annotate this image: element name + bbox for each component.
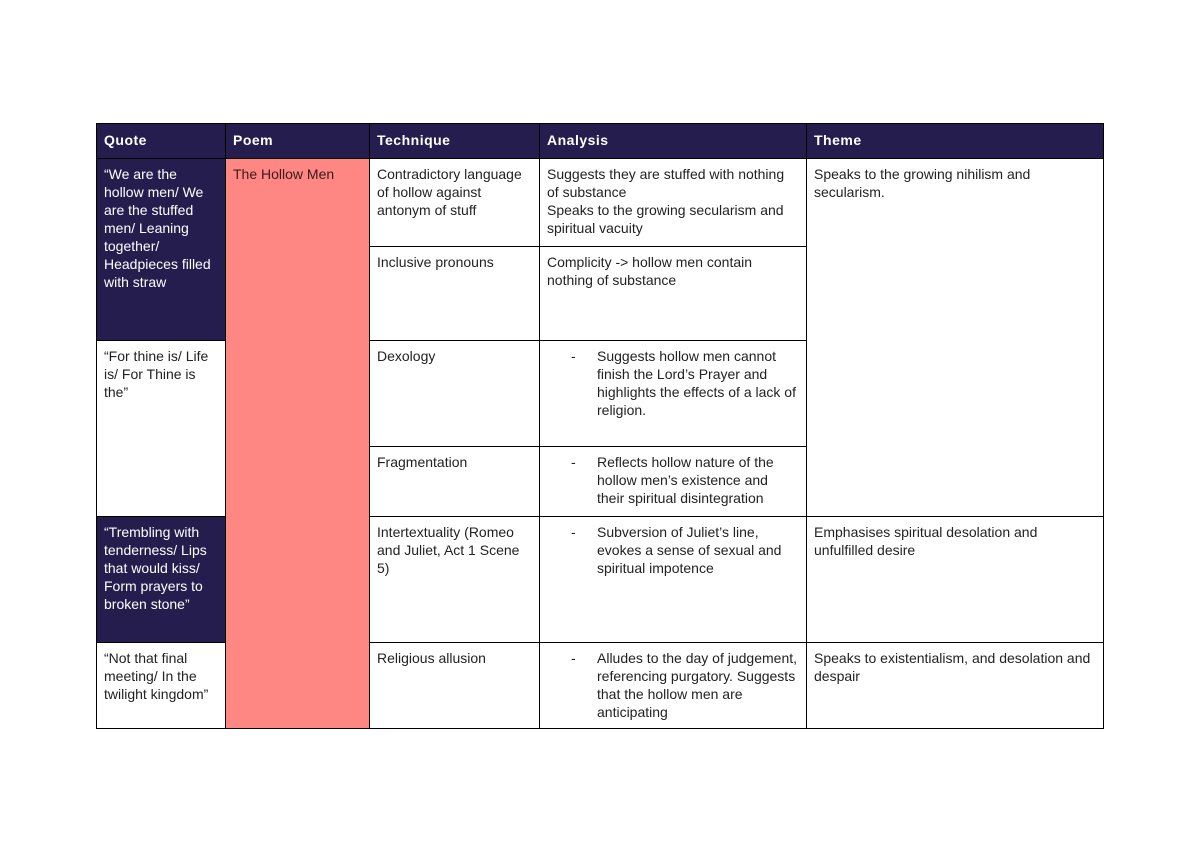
analysis-bullet: - Subversion of Juliet’s line, evokes a sense of sexual and spiritual impotence bbox=[597, 523, 799, 577]
analysis-line: Suggests they are stuffed with nothing of substance bbox=[547, 166, 785, 200]
header-theme: Theme bbox=[807, 124, 1104, 159]
poetry-analysis-table bbox=[96, 123, 1104, 729]
header-quote: Quote bbox=[97, 124, 226, 159]
header-row bbox=[97, 124, 1104, 159]
technique-cell-2: Inclusive pronouns bbox=[370, 247, 540, 341]
header-analysis: Analysis bbox=[540, 124, 807, 159]
analysis-cell-3 bbox=[540, 341, 807, 447]
technique-cell-6: Religious allusion bbox=[370, 643, 540, 729]
header-technique: Technique bbox=[370, 124, 540, 159]
analysis-cell-5 bbox=[540, 517, 807, 643]
analysis-cell-2 bbox=[540, 247, 807, 341]
theme-cell-2: Emphasises spiritual desolation and unfulfilled desire bbox=[807, 517, 1104, 643]
analysis-cell-4 bbox=[540, 447, 807, 517]
technique-cell-5: Intertextuality (Romeo and Juliet, Act 1 Scene 5) bbox=[370, 517, 540, 643]
theme-cell-3: Speaks to existentialism, and desolation and despair bbox=[807, 643, 1104, 729]
quote-cell-4: “Not that final meeting/ In the twilight kingdom” bbox=[97, 643, 226, 729]
analysis-line: Speaks to the growing secularism and spiritual vacuity bbox=[547, 202, 784, 236]
theme-cell-1: Speaks to the growing nihilism and secularism. bbox=[807, 159, 1104, 517]
technique-cell-1: Contradictory language of hollow against antonym of stuff bbox=[370, 159, 540, 247]
table-row bbox=[97, 159, 1104, 247]
technique-cell-4: Fragmentation bbox=[370, 447, 540, 517]
analysis-cell-6 bbox=[540, 643, 807, 729]
quote-cell-2: “For thine is/ Life is/ For Thine is the” bbox=[97, 341, 226, 517]
analysis-cell-1 bbox=[540, 159, 807, 247]
analysis-bullet: - Alludes to the day of judgement, referencing purgatory. Suggests that the hollow men are anticipating bbox=[597, 649, 799, 721]
technique-cell-3: Dexology bbox=[370, 341, 540, 447]
analysis-bullet: - Suggests hollow men cannot finish the Lord’s Prayer and highlights the effects of a lack of religion. bbox=[597, 347, 799, 419]
quote-cell-3: “Trembling with tenderness/ Lips that would kiss/ Form prayers to broken stone” bbox=[97, 517, 226, 643]
header-poem: Poem bbox=[226, 124, 370, 159]
analysis-line: Complicity -> hollow men contain nothing of substance bbox=[547, 254, 753, 288]
analysis-bullet: - Reflects hollow nature of the hollow men’s existence and their spiritual disintegration bbox=[597, 453, 799, 507]
poem-cell: The Hollow Men bbox=[226, 159, 370, 729]
quote-cell-1: “We are the hollow men/ We are the stuffed men/ Leaning together/ Headpieces filled with straw bbox=[97, 159, 226, 341]
